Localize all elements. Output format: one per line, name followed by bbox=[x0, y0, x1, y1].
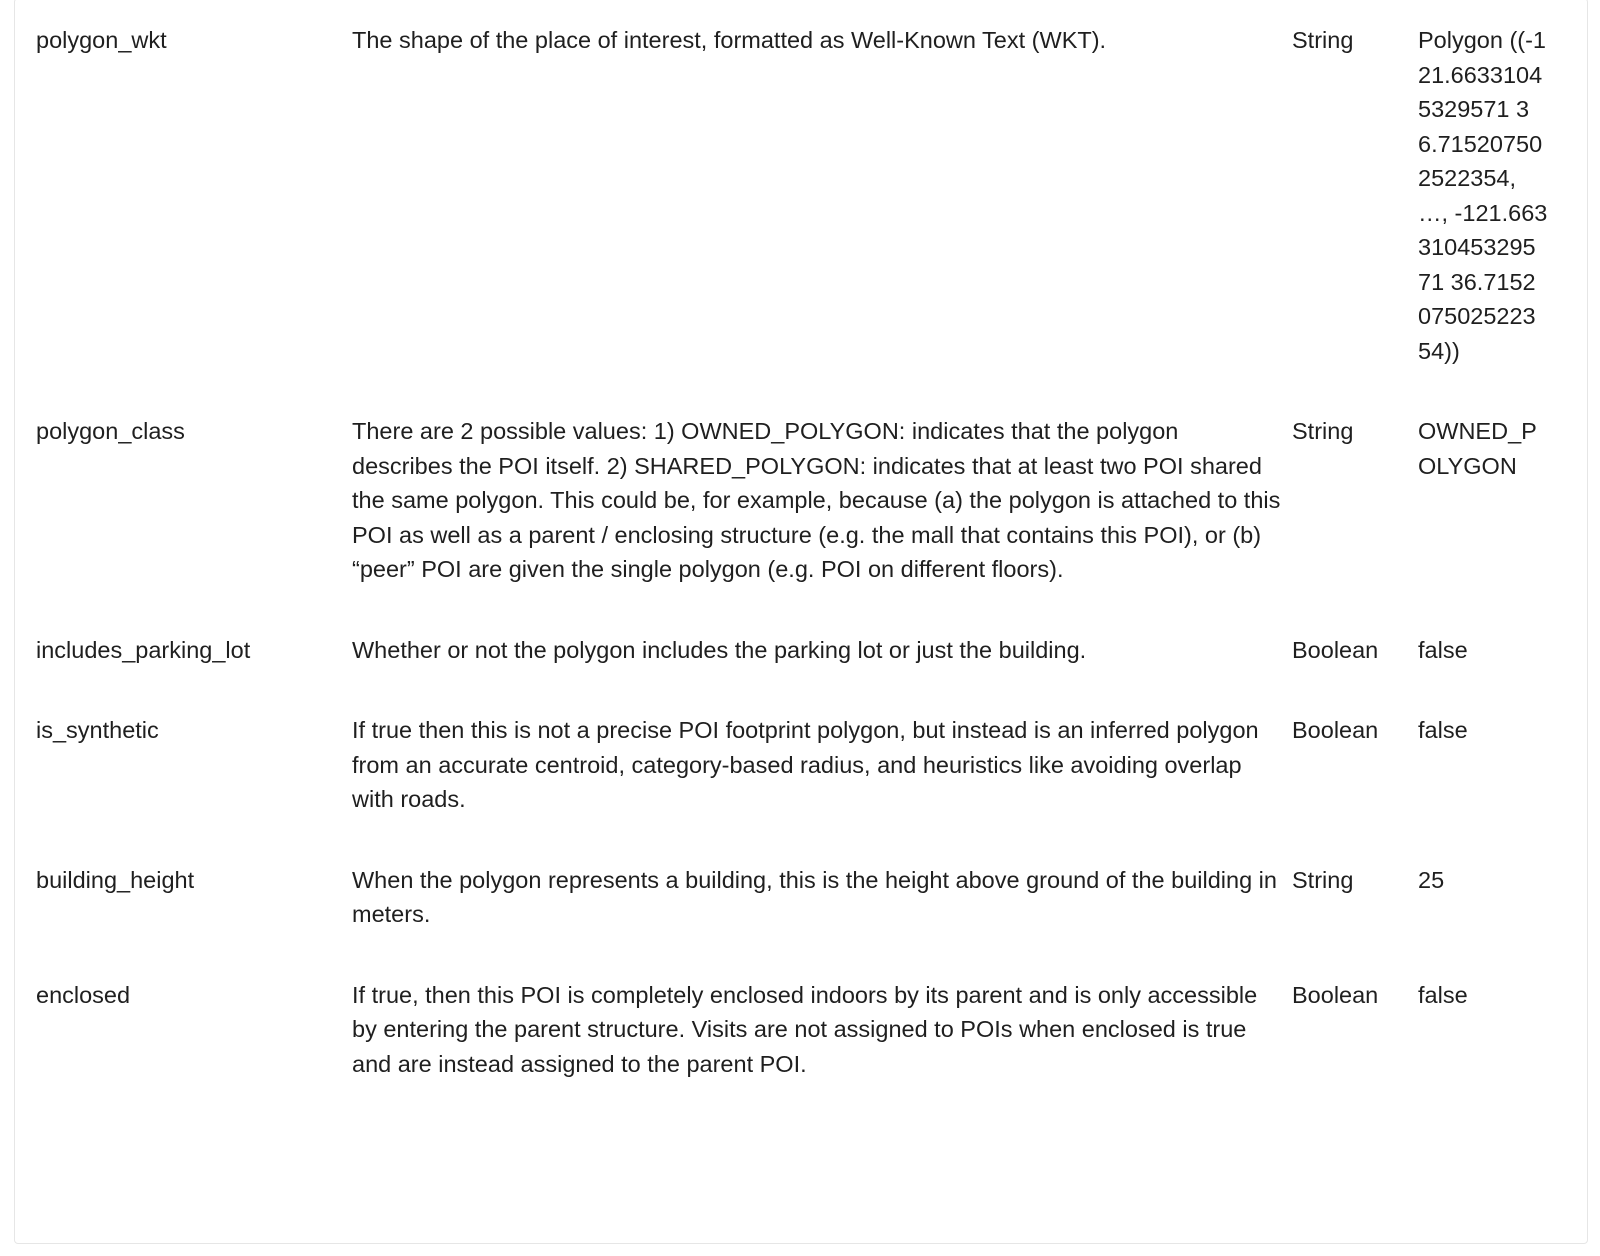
table-row bbox=[36, 414, 1576, 633]
field-type: Boolean bbox=[1292, 981, 1379, 1008]
table-row bbox=[36, 978, 1576, 1128]
field-example: false bbox=[1418, 717, 1468, 743]
field-example: OWNED_POLYGON bbox=[1418, 418, 1537, 479]
field-description: The shape of the place of interest, formatted as Well-Known Text (WKT). bbox=[352, 27, 1107, 53]
field-example-cell bbox=[1418, 713, 1576, 863]
field-description: When the polygon represents a building, this is the height above ground of the building in meters. bbox=[352, 866, 1277, 927]
table-row bbox=[36, 713, 1576, 863]
field-type: Boolean bbox=[1292, 636, 1379, 663]
schema-table bbox=[36, 23, 1576, 1127]
field-description: If true then this is not a precise POI footprint polygon, but instead is an inferred polygon from an accurate centroid, category-based radius, and heuristics like avoiding overlap with roads. bbox=[352, 717, 1259, 812]
field-type: String bbox=[1292, 866, 1354, 893]
field-example: false bbox=[1418, 981, 1468, 1008]
field-type: String bbox=[1292, 27, 1354, 53]
table-row bbox=[36, 23, 1576, 414]
schema-panel bbox=[14, 0, 1588, 1244]
field-example-cell bbox=[1418, 633, 1576, 714]
field-example-cell bbox=[1418, 414, 1576, 633]
field-example: Polygon ((-121.66331045329571 36.715207502522354, …, -121.66331045329571 36.715207502522354)) bbox=[1418, 27, 1548, 364]
field-type: String bbox=[1292, 418, 1354, 444]
field-type: Boolean bbox=[1292, 717, 1379, 743]
field-name: is_synthetic bbox=[36, 717, 159, 743]
field-example-cell bbox=[1418, 978, 1576, 1128]
field-example-cell bbox=[1418, 23, 1576, 414]
table-row bbox=[36, 633, 1576, 714]
field-name: building_height bbox=[36, 866, 195, 893]
field-name: enclosed bbox=[36, 981, 131, 1008]
field-example-cell bbox=[1418, 863, 1576, 978]
field-description: If true, then this POI is completely enclosed indoors by its parent and is only accessible by entering the parent structure. Visits are not assigned to POIs when enclosed is true and are instead assigned to the parent POI. bbox=[352, 981, 1258, 1077]
table-row bbox=[36, 863, 1576, 978]
field-description: Whether or not the polygon includes the parking lot or just the building. bbox=[352, 636, 1087, 663]
field-description: There are 2 possible values: 1) OWNED_POLYGON: indicates that the polygon describes the POI itself. 2) SHARED_POLYGON: indicates that at least two POI shared the same polygon. This could be, for example, because (a) the polygon is attached to this POI as well as a parent / enclosing structure (e.g. the mall that contains this POI), or (b) “peer” POI are given the single polygon (e.g. POI on different floors). bbox=[352, 418, 1281, 582]
field-name: polygon_wkt bbox=[36, 27, 167, 53]
field-name: includes_parking_lot bbox=[36, 636, 251, 663]
field-example: false bbox=[1418, 636, 1468, 663]
field-name: polygon_class bbox=[36, 418, 185, 444]
field-example: 25 bbox=[1418, 866, 1445, 893]
